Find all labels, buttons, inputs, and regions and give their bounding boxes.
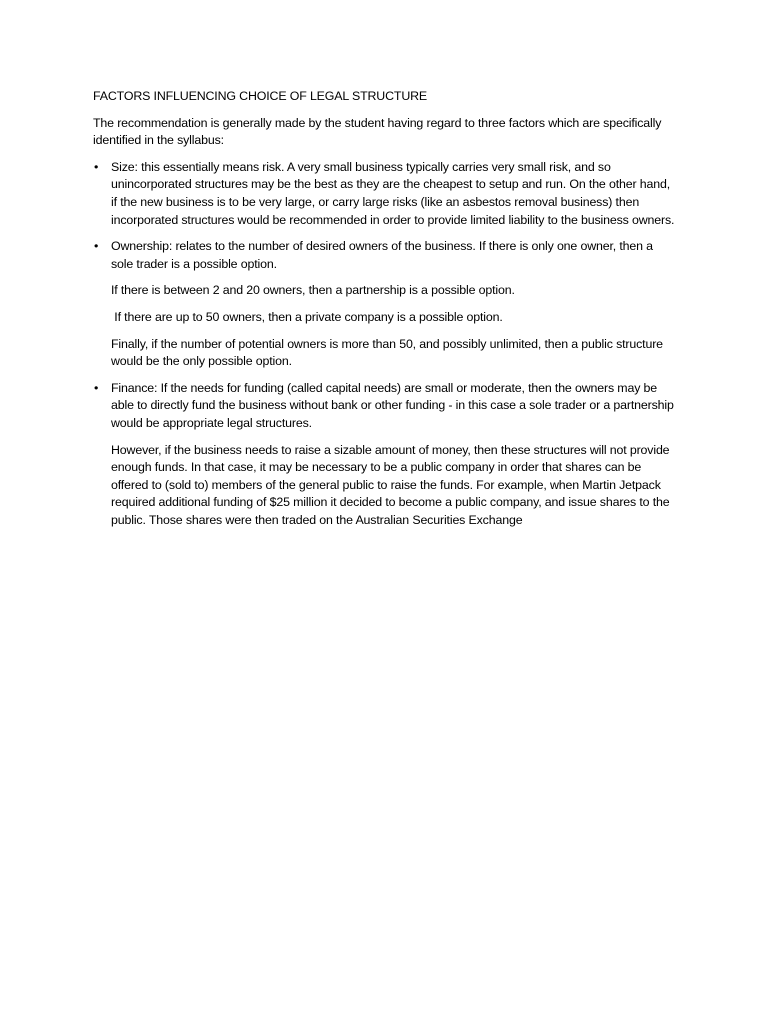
bullet-size xyxy=(93,159,678,229)
document-heading: FACTORS INFLUENCING CHOICE OF LEGAL STRUCTURE xyxy=(93,89,428,103)
ownership-private-company-paragraph: If there are up to 50 owners, then a private company is a possible option. xyxy=(111,309,503,324)
ownership-public-paragraph: Finally, if the number of potential owners is more than 50, and possibly unlimited, then a public structure would be the only possible option. xyxy=(111,336,663,369)
bullet-dot: • xyxy=(94,380,99,395)
ownership-paragraph: Ownership: relates to the number of desired owners of the business. If there is only one owner, then a sole trader is a possible option. xyxy=(111,239,653,271)
bullet-dot: • xyxy=(94,159,99,174)
finance-paragraph: Finance: If the needs for funding (called capital needs) are small or moderate, then the owners may be able to directly fund the business without bank or other funding - in this case a sole trader or a partnership would be appropriate legal structures. xyxy=(111,380,674,430)
bullet-ownership xyxy=(93,238,678,273)
bullet-finance xyxy=(93,380,678,433)
ownership-partnership-paragraph: If there is between 2 and 20 owners, then a partnership is a possible option. xyxy=(111,283,515,298)
intro-paragraph: The recommendation is generally made by the student having regard to three factors which are specifically identified in the syllabus: xyxy=(93,115,662,148)
document-body xyxy=(93,88,678,538)
size-paragraph: Size: this essentially means risk. A very small business typically carries very small risk, and so unincorporated structures may be the best as they are the cheapest to setup and run. On the other hand, if the new business is to be very large, or carry large risks (like an asbestos removal business) then incorporated structures would be recommended in order to provide limited liability to the business owners. xyxy=(111,159,675,227)
bullet-dot: • xyxy=(94,239,99,254)
finance-public-company-paragraph: However, if the business needs to raise a sizable amount of money, then these structures will not provide enough funds. In that case, it may be necessary to be a public company in order that shares can be offered to (sold to) members of the general public to raise the funds. For example, when Martin Jetpack required additional funding of $25 million it decided to become a public company, and issue shares to the public. Those shares were then traded on the Australian Securities Exchange xyxy=(111,442,670,527)
